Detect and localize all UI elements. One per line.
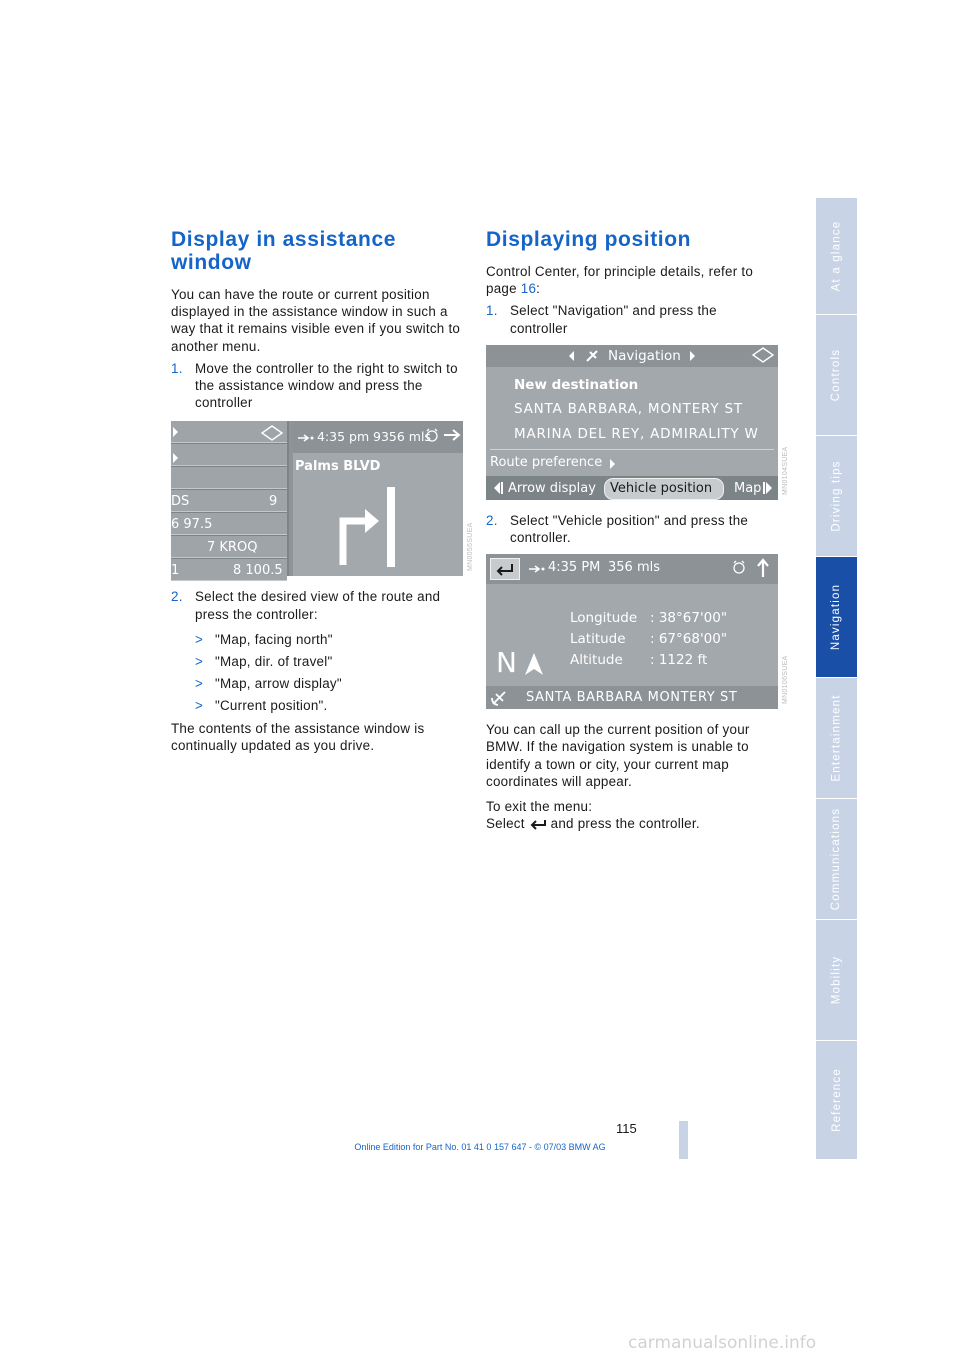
split-screen-icon	[261, 425, 283, 441]
menu-item-destination[interactable]: MARINA DEL REY, ADMIRALITY W	[514, 425, 759, 442]
compass-north-label: N	[496, 646, 517, 680]
sidebar-tab-entertainment[interactable]: Entertainment	[816, 678, 857, 799]
step-1	[171, 360, 463, 412]
station-label: DS	[171, 494, 190, 510]
scroll-left-icon	[492, 482, 504, 494]
sidebar-tab-at-a-glance[interactable]: At a glance	[816, 198, 857, 315]
menu-item-new-destination[interactable]: New destination	[514, 376, 639, 393]
sidebar-tab-communications[interactable]: Communications	[816, 799, 857, 920]
bullet-item: > "Current position".	[195, 698, 328, 714]
route-arrow-icon	[297, 433, 315, 443]
station-number: 9	[269, 494, 278, 510]
bullet-mark: >	[195, 631, 204, 647]
step-text: Move the controller to the right to switch to the assistance window and press the controller	[195, 360, 458, 411]
bullet-mark: >	[195, 676, 204, 692]
heading-displaying-position: Displaying position	[486, 228, 692, 251]
sidebar-tab-reference[interactable]: Reference	[816, 1041, 857, 1160]
menu-row	[171, 467, 287, 489]
position-info-text: You can call up the current position of your BMW. If the navigation system is unable to identify a town or city, your current map coordinates will appear.	[486, 722, 750, 789]
north-arrow-icon	[756, 558, 770, 578]
menu-item-destination[interactable]: SANTA BARBARA, MONTERY ST	[514, 400, 743, 417]
vehicle-position-screenshot	[486, 554, 789, 709]
step-1	[486, 302, 778, 336]
step-2	[171, 588, 463, 622]
vehicle-arrow-icon	[524, 652, 544, 676]
arrow-left-icon	[173, 427, 179, 437]
tab-map[interactable]: Map	[734, 480, 762, 496]
outro-text: The contents of the assistance window is continually updated as you drive.	[171, 720, 425, 753]
image-code: MN0106SUEA	[782, 655, 789, 705]
arrow-left-icon	[173, 453, 179, 463]
divider	[490, 449, 774, 450]
arrival-time: 4:35 PM	[548, 560, 601, 576]
route-arrow-icon	[528, 564, 546, 574]
chevron-left-icon	[568, 351, 574, 361]
coord-value-latitude: : 67°68'00"	[650, 631, 728, 648]
page-link[interactable]: 16	[520, 281, 537, 297]
step-text: Select the desired view of the route and press the controller:	[195, 589, 441, 622]
bullet-item: > "Map, facing north"	[195, 631, 333, 647]
footer-edition: Online Edition for Part No. 01 41 0 157 647 - © 07/03 BMW AG	[354, 1142, 606, 1152]
next-arrow-icon	[443, 429, 461, 441]
step-number: 1.	[171, 360, 183, 376]
coord-label-latitude: Latitude	[570, 631, 626, 648]
station-label: 1	[171, 563, 180, 579]
back-arrow-icon	[529, 818, 547, 830]
intro-text: You can have the route or current position displayed in the assistance window in such a way that it remains visible even if you switch to another menu.	[171, 287, 461, 354]
bullet-item: > "Map, arrow display"	[195, 676, 342, 692]
bullet-mark: >	[195, 698, 204, 714]
heading-display-assistance: Display in assistance window	[171, 228, 397, 274]
chevron-right-icon	[610, 459, 616, 469]
split-screen-icon	[752, 347, 774, 363]
coord-value-longitude: : 38°67'00"	[650, 610, 728, 627]
assistance-window-screenshot	[171, 421, 474, 579]
image-code: MN0104SUEA	[782, 446, 789, 495]
navigation-menu-screenshot	[486, 345, 789, 500]
right-column	[486, 228, 789, 837]
back-arrow-icon	[495, 562, 515, 576]
exit-menu-label: To exit the menu:	[486, 799, 593, 815]
image-code: MN0055SUEA	[467, 522, 474, 572]
left-column	[171, 228, 474, 759]
bullet-mark: >	[195, 654, 204, 670]
coord-label-altitude: Altitude	[570, 652, 623, 669]
chevron-right-icon	[690, 351, 696, 361]
menu-row	[171, 444, 287, 466]
step-text: Select "Navigation" and press the controller	[510, 303, 717, 336]
intro-text: Control Center, for principle details, refer to page 16:	[486, 264, 754, 297]
coord-label-longitude: Longitude	[570, 610, 638, 627]
step-number: 1.	[486, 303, 498, 319]
step-text: Select "Vehicle position" and press the controller.	[510, 512, 749, 546]
arrival-time: 4:35 pm	[317, 429, 370, 445]
step-2	[486, 512, 778, 546]
distance: 356 mls	[608, 560, 660, 576]
street-name: Palms BLVD	[295, 459, 381, 475]
step-number: 2.	[486, 512, 498, 528]
coord-value-altitude: : 1122 ft	[650, 652, 708, 669]
bullet-item: > "Map, dir. of travel"	[195, 654, 333, 670]
sidebar-tab-navigation[interactable]: Navigation	[816, 557, 857, 678]
sidebar-tab-controls[interactable]: Controls	[816, 315, 857, 436]
watermark: carmanualsonline.info	[628, 1333, 817, 1353]
page-marker	[679, 1121, 688, 1159]
step-number: 2.	[171, 589, 183, 605]
alarm-clock-icon	[425, 428, 439, 442]
station-label: 6 97.5	[171, 517, 213, 533]
alarm-clock-icon	[732, 560, 746, 574]
tab-vehicle-position[interactable]: Vehicle position	[610, 480, 713, 496]
page-number: 115	[616, 1121, 637, 1136]
station-label: 7 KROQ	[207, 540, 258, 556]
satellite-icon	[490, 689, 510, 707]
menu-item-route-preference[interactable]: Route preference	[490, 454, 603, 470]
exit-menu-instruction: Select and press the controller.	[486, 816, 700, 832]
station-number: 8 100.5	[233, 563, 283, 579]
scroll-right-icon	[762, 482, 774, 494]
tab-arrow-display[interactable]: Arrow display	[508, 480, 596, 496]
sidebar-tab-mobility[interactable]: Mobility	[816, 920, 857, 1041]
satellite-icon	[584, 348, 600, 364]
sidebar-tab-driving-tips[interactable]: Driving tips	[816, 436, 857, 557]
distance: 9356 mls	[373, 429, 431, 445]
turn-right-icon	[331, 487, 403, 567]
current-street: SANTA BARBARA MONTERY ST	[526, 690, 738, 706]
menu-title: Navigation	[608, 347, 681, 364]
